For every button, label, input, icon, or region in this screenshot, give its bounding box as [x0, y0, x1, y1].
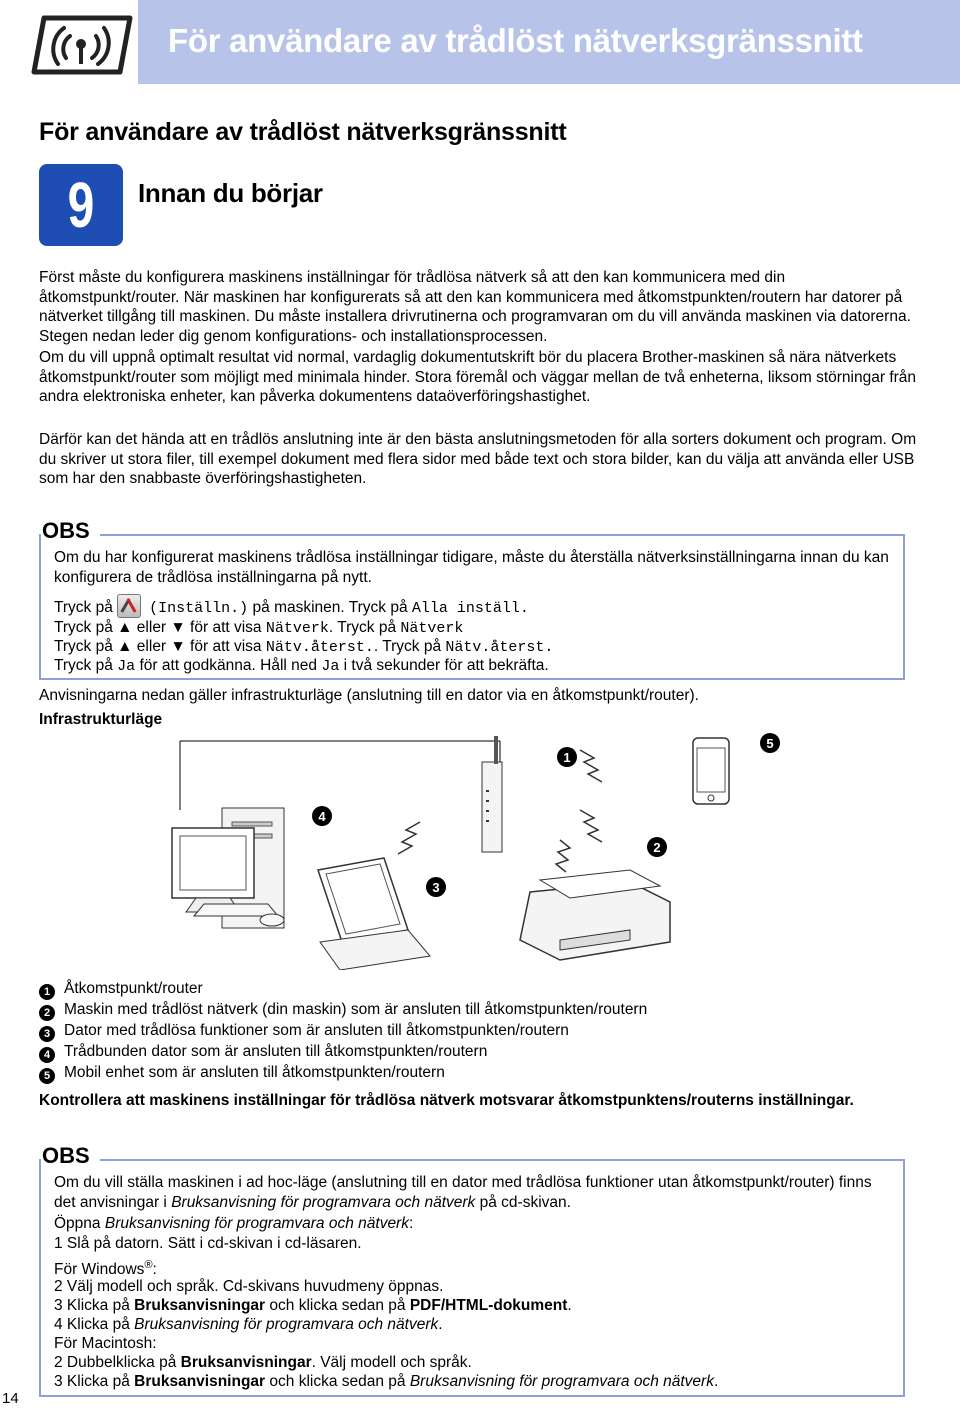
network-diagram: [0, 730, 960, 970]
page-number: 14: [2, 1390, 19, 1407]
obs2-win-step-3: 3 Klicka på Bruksanvisningar och klicka sedan på PDF/HTML-dokument.: [54, 1297, 572, 1314]
access-point-icon: [482, 736, 502, 852]
obs2-step-1: 1 Slå på datorn. Sätt i cd-skivan i cd-läsaren.: [54, 1235, 362, 1252]
svg-text:5: 5: [766, 736, 774, 751]
obs1-line-3: Tryck på ▲ eller ▼ för att visa Nätv.återst.. Tryck på Nätv.återst.: [54, 638, 554, 656]
obs1-line-2: Tryck på ▲ eller ▼ för att visa Nätverk. Tryck på Nätverk: [54, 619, 464, 637]
step-number: 9: [67, 169, 95, 241]
obs2-win-step-4: 4 Klicka på Bruksanvisning för programvara och nätverk.: [54, 1316, 443, 1333]
svg-text:3: 3: [432, 880, 440, 895]
legend-item-5: 5 Mobil enhet som är ansluten till åtkomstpunkten/routern: [39, 1064, 445, 1084]
check-heading: Kontrollera att maskinens inställningar för trådlösa nätverk motsvarar åtkomstpunktens/routerns inställningar.: [39, 1092, 854, 1109]
wireless-logo-icon: [30, 14, 134, 76]
step-number-box: [39, 164, 123, 246]
intro-paragraph-3: Därför kan det hända att en trådlös anslutning inte är den bästa anslutningsmetoden för alla sorters dokument och program. Om du skriver ut stora filer, till exempel dokument med flera sidor med både text och stora bilder, kan du välja att använda eller USB som har den snabbaste överföringshastigheten.: [39, 431, 917, 487]
obs2-open: Öppna Bruksanvisning för programvara och nätverk:: [54, 1215, 414, 1232]
obs2-windows: För Windows®:: [54, 1259, 157, 1279]
intro-paragraph-1: Först måste du konfigurera maskinens inställningar för trådlösa nätverk så att den kan kommunicera med din åtkomstpunkt/router. När maskinen har konfigurerats så att den kan kommunicera med åtkomstpunkten/routern har datorer på nätverket tillgång till maskinen. Du måste installera drivrutinerna och programvaran om du vill använda maskinen via datorerna. Stegen nedan leder dig genom konfigurations- och installationsprocessen.: [39, 269, 911, 345]
obs2-win-step-2: 2 Välj modell och språk. Cd-skivans huvudmeny öppnas.: [54, 1278, 444, 1295]
obs2-mac-step-2: 2 Dubbelklicka på Bruksanvisningar. Välj modell och språk.: [54, 1354, 472, 1371]
mobile-device-icon: [693, 738, 729, 804]
section-title: För användare av trådlöst nätverksgränssnitt: [39, 118, 567, 146]
legend-item-3: 3 Dator med trådlösa funktioner som är ansluten till åtkomstpunkten/routern: [39, 1022, 569, 1042]
legend-item-1: 1 Åtkomstpunkt/router: [39, 980, 203, 1000]
infra-note: Anvisningarna nedan gäller infrastrukturläge (anslutning till en dator via en åtkomstpunkt/router).: [39, 687, 699, 704]
obs1-line-4: Tryck på Ja för att godkänna. Håll ned Ja i två sekunder för att bekräfta.: [54, 657, 549, 675]
intro-paragraph-2: Om du vill uppnå optimalt resultat vid normal, vardaglig dokumentutskrift bör du placera Brother-maskinen så nära nätverkets åtkomstpunkt/router som möjligt med minimala hinder. Stora föremål och väggar mellan de två enheterna, liksom störningar från andra elektroniska enheter, kan påverka dokumentens dataöverföringshastighet.: [39, 349, 917, 405]
printer-icon: [520, 870, 670, 960]
header-title: För användare av trådlöst nätverksgränssnitt: [168, 22, 863, 59]
svg-text:2: 2: [653, 840, 661, 855]
obs-label-2: OBS: [42, 1143, 90, 1168]
obs-label-1: OBS: [42, 518, 90, 543]
svg-text:1: 1: [563, 750, 571, 765]
desktop-computer-icon: [172, 808, 284, 928]
infra-heading: Infrastrukturläge: [39, 711, 163, 728]
obs2-mac: För Macintosh:: [54, 1335, 157, 1352]
obs1-text: Om du har konfigurerat maskinens trådlösa inställningar tidigare, måste du återställa nätverksinställningarna innan du kan konfigurera de trådlösa inställningarna på nytt.: [54, 549, 889, 586]
legend-item-4: 4 Trådbunden dator som är ansluten till åtkomstpunkten/routern: [39, 1043, 487, 1063]
tools-icon: [117, 594, 141, 618]
step-title: Innan du börjar: [138, 178, 323, 208]
obs2-paragraph: Om du vill ställa maskinen i ad hoc-läge (anslutning till en dator med trådlösa funktioner utan åtkomstpunkt/router) finns det anvisningar i Bruksanvisning för programvara och nätverk på cd-skivan.: [54, 1174, 872, 1211]
obs2-mac-step-3: 3 Klicka på Bruksanvisningar och klicka sedan på Bruksanvisning för programvara och nätverk.: [54, 1373, 719, 1390]
legend-item-2: 2 Maskin med trådlöst nätverk (din maskin) som är ansluten till åtkomstpunkten/routern: [39, 1001, 647, 1021]
laptop-computer-icon: [318, 858, 430, 970]
svg-text:4: 4: [318, 809, 326, 824]
obs1-line-1: Tryck på (Inställn.) på maskinen. Tryck på Alla inställ.: [54, 594, 529, 619]
